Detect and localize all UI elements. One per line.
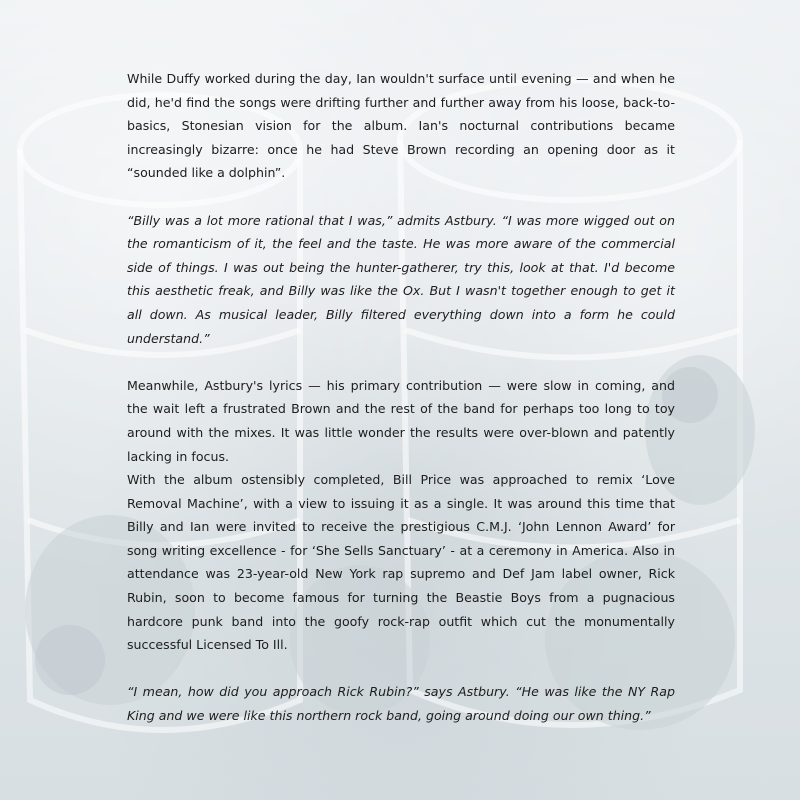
- left-spot: [35, 625, 105, 695]
- quote-astbury-rick-rubin: “I mean, how did you approach Rick Rubin?” says Astbury. “He was like the NY Rap King and we were like this northern rock band, going around doing our own thing.”: [127, 684, 675, 724]
- paragraph-duffy-ian: While Duffy worked during the day, Ian wouldn't surface until evening — and when he did, he'd find the songs were drifting further and further away from his loose, back-to-basics, Stonesian vision for the album. Ian's nocturnal contributions became increasingly bizarre: once he had Steve Brown recording an opening door as it “sounded like a dolphin”.: [127, 71, 675, 181]
- paragraph-astbury-lyrics: Meanwhile, Astbury's lyrics — his primary contribution — were slow in coming, and the wait left a frustrated Brown and the rest of the band for perhaps too long to toy around with the mixes. It was little wonder the results were over-blown and patently lacking in focus.: [127, 377, 675, 464]
- paragraph-bill-price-remix: With the album ostensibly completed, Bill Price was approached to remix ‘Love Removal Machine’, with a view to issuing it as a single. It was around this time that Billy and Ian were invited to receive the prestigious C.M.J. ‘John Lennon Award’ for song writing excellence - for ‘She Sells Sanctuary’ - at a ceremony in America. Also in attendance was 23-year-old New York rap supremo and Def Jam label owner, Rick Rubin, soon to become famous for turning the Beastie Boys from a pugnacious hardcore punk band into the goofy rock-rap outfit which cut the monumentally successful Licensed To Ill.: [127, 472, 675, 653]
- quote-astbury-billy: “Billy was a lot more rational that I was,” admits Astbury. “I was more wigged out on the romanticism of it, the feel and the taste. He was more aware of the commercial side of things. I was out being the hunter-gatherer, try this, look at that. I'd become this aesthetic freak, and Billy was like the Ox. But I wasn't together enough to get it all down. As musical leader, Billy filtered everything down into a form he could understand.”: [127, 212, 675, 346]
- article-text: [127, 67, 675, 728]
